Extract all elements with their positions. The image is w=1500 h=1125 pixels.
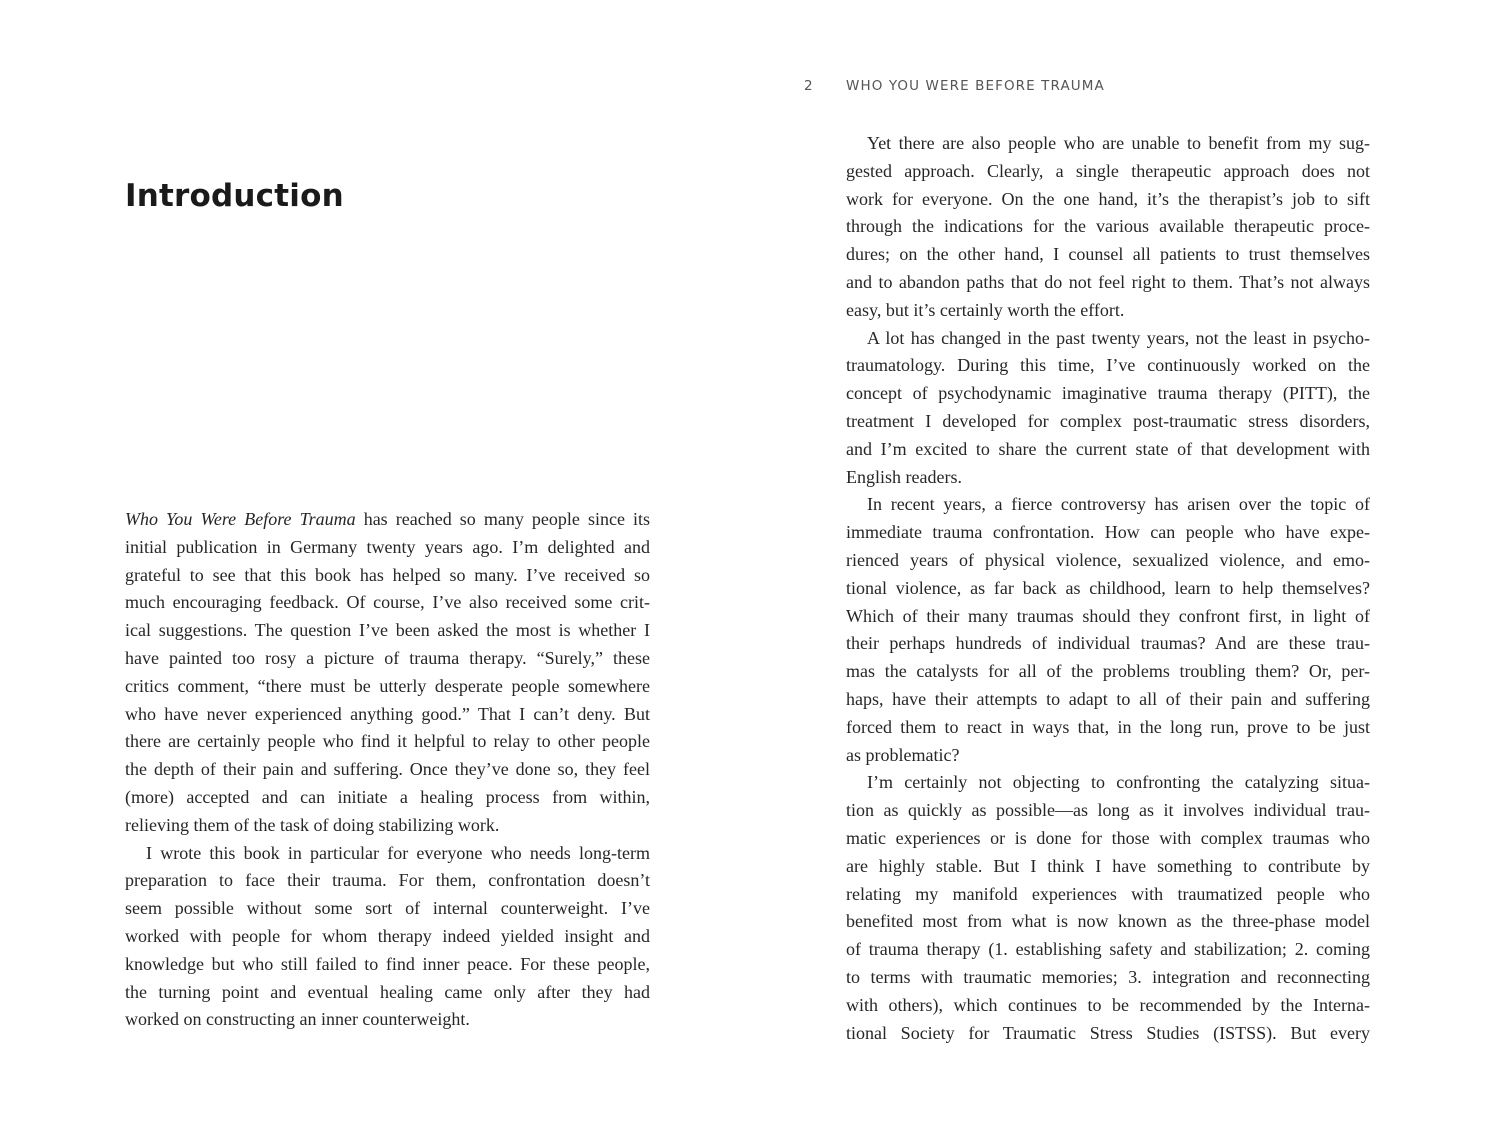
text-line [125,895,650,923]
text-line [846,1020,1370,1048]
right-page [750,0,1500,1125]
line-text: there are certainly people who find it helpful to relay to other people [125,731,650,752]
paragraph [125,840,650,1035]
text-line [125,979,650,1007]
line-text: Which of their many traumas should they confront first, in light of [846,605,1370,626]
text-line [846,519,1370,547]
text-line [846,908,1370,936]
line-text: the turning point and eventual healing came only after they had [125,981,650,1002]
line-text: mas the catalysts for all of the problems troubling them? Or, per- [846,661,1370,682]
line-text: rienced years of physical violence, sexualized violence, and emo- [846,549,1370,570]
line-text: tion as quickly as possible—as long as it involves individual trau- [846,800,1370,821]
line-text: ical suggestions. The question I’ve been asked the most is whether I [125,620,650,641]
text-line [125,617,650,645]
text-line [846,686,1370,714]
text-line [125,951,650,979]
text-line [846,380,1370,408]
text-line [846,158,1370,186]
text-line [846,936,1370,964]
text-line [125,840,650,868]
text-line [846,797,1370,825]
text-line [125,1006,650,1034]
line-text: tional violence, as far back as childhood, learn to help themselves? [846,577,1370,598]
text-line [125,645,650,673]
text-line [846,491,1370,519]
line-text: who have never experienced anything good.” That I can’t deny. But [125,703,650,724]
paragraph [125,506,650,840]
text-line [846,853,1370,881]
paragraph [846,130,1370,325]
text-line [846,575,1370,603]
text-line [846,325,1370,353]
text-line [846,213,1370,241]
text-line [846,742,1370,770]
line-text: In recent years, a fierce controversy has arisen over the topic of [867,494,1370,515]
line-text: traumatology. During this time, I’ve continuously worked on the [846,355,1370,376]
paragraph [846,769,1370,1047]
line-text: initial publication in Germany twenty years ago. I’m delighted and [125,536,650,557]
text-line [125,673,650,701]
line-text: to terms with traumatic memories; 3. integration and reconnecting [846,966,1370,987]
line-text: grateful to see that this book has helped so many. I’ve received so [125,564,650,585]
text-line [846,408,1370,436]
paragraph [846,325,1370,492]
line-text: haps, have their attempts to adapt to all of their pain and suffering [846,688,1370,709]
line-text: I wrote this book in particular for everyone who needs long-term [146,842,650,863]
line-text: treatment I developed for complex post-traumatic stress disorders, [846,410,1370,431]
text-line [846,130,1370,158]
paragraph [846,491,1370,769]
page-number: 2 [804,78,814,94]
text-line [846,658,1370,686]
line-text: preparation to face their trauma. For them, confrontation doesn’t [125,870,650,891]
line-text: (more) accepted and can initiate a healing process from within, [125,786,650,807]
text-line [125,562,650,590]
book-title-italic: Who You Were Before Trauma [125,509,356,529]
line-text: and I’m excited to share the current state of that development with [846,438,1370,459]
text-line [846,630,1370,658]
text-line [125,923,650,951]
text-line [846,769,1370,797]
text-line [125,756,650,784]
line-text: the depth of their pain and suffering. Once they’ve done so, they feel [125,759,650,780]
text-line [125,589,650,617]
line-text: worked with people for whom therapy indeed yielded insight and [125,925,650,946]
line-text: have painted too rosy a picture of trauma therapy. “Surely,” these [125,647,650,668]
text-line [846,603,1370,631]
line-text: matic experiences or is done for those with complex traumas who [846,827,1370,848]
text-line [846,547,1370,575]
line-text: seem possible without some sort of internal counterweight. I’ve [125,898,650,919]
line-text: Yet there are also people who are unable to benefit from my sug- [867,133,1370,153]
text-line [125,728,650,756]
line-text: knowledge but who still failed to find inner peace. For these people, [125,953,650,974]
line-text: worked on constructing an inner counterweight. [125,1009,470,1030]
text-line [846,964,1370,992]
text-line [846,464,1370,492]
body-text [846,130,1370,1047]
line-text: relating my manifold experiences with traumatized people who [846,883,1370,904]
text-line [846,241,1370,269]
line-text: tional Society for Traumatic Stress Studies (ISTSS). But every [846,1022,1370,1043]
text-line [846,269,1370,297]
line-text: through the indications for the various available therapeutic proce- [846,216,1370,237]
text-line [125,784,650,812]
chapter-title: Introduction [125,178,344,214]
text-line [846,186,1370,214]
text-line [846,352,1370,380]
text-line [846,297,1370,325]
line-text: of trauma therapy (1. establishing safety and stabilization; 2. coming [846,939,1370,960]
line-text: as problematic? [846,744,960,765]
line-text: their perhaps hundreds of individual traumas? And are these trau- [846,633,1370,654]
line-text: English readers. [846,466,962,487]
line-text: dures; on the other hand, I counsel all patients to trust themselves [846,244,1370,265]
text-line [125,534,650,562]
body-text [125,506,650,1034]
text-line [125,812,650,840]
running-head: WHO YOU WERE BEFORE TRAUMA [846,78,1105,94]
line-text: are highly stable. But I think I have something to contribute by [846,855,1370,876]
text-line [125,867,650,895]
line-text: work for everyone. On the one hand, it’s the therapist’s job to sift [846,188,1370,209]
text-line [846,881,1370,909]
text-line [846,714,1370,742]
text-line [846,436,1370,464]
line-text: relieving them of the task of doing stabilizing work. [125,814,500,835]
text-line [125,506,650,534]
line-text: I’m certainly not objecting to confronting the catalyzing situa- [867,772,1370,793]
line-text: and to abandon paths that do not feel right to them. That’s not always [846,271,1370,292]
line-text: benefited most from what is now known as the three-phase model [846,911,1370,932]
line-text: A lot has changed in the past twenty years, not the least in psycho- [867,327,1370,348]
text-line [846,992,1370,1020]
line-text: easy, but it’s certainly worth the effort. [846,299,1125,320]
line-text: gested approach. Clearly, a single therapeutic approach does not [846,160,1370,181]
text-line [846,825,1370,853]
text-line [125,701,650,729]
line-text: concept of psychodynamic imaginative trauma therapy (PITT), the [846,383,1370,404]
line-text: critics comment, “there must be utterly desperate people somewhere [125,675,650,696]
line-text: forced them to react in ways that, in the long run, prove to be just [846,716,1370,737]
line-text: much encouraging feedback. Of course, I’ve also received some crit- [125,592,650,613]
line-text: has reached so many people since its [355,509,651,529]
line-text: with others), which continues to be recommended by the Interna- [846,994,1370,1015]
line-text: immediate trauma confrontation. How can people who have expe- [846,522,1370,543]
